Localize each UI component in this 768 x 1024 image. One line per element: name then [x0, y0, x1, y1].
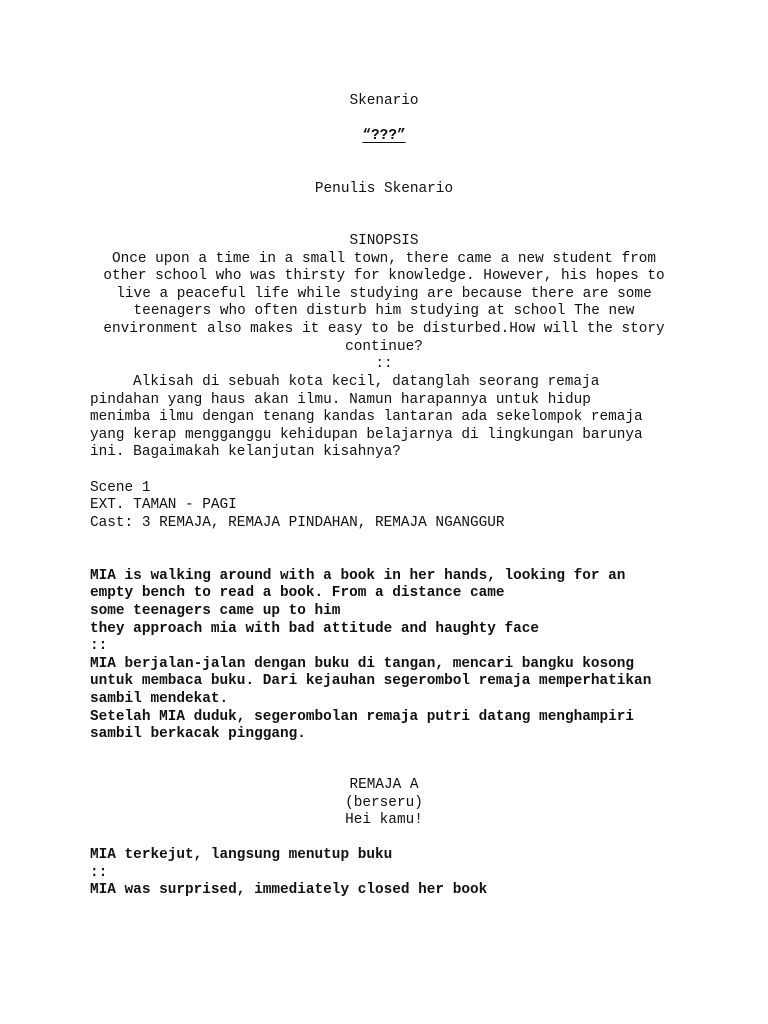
- synopsis-en-line: teenagers who often disturb him studying at school The new: [133, 303, 635, 319]
- synopsis-en-line: continue?: [345, 339, 423, 355]
- synopsis-id-line: yang kerap mengganggu kehidupan belajarnya di lingkungan barunya: [90, 427, 643, 443]
- synopsis-id-line: menimba ilmu dengan tenang kandas lantaran ada sekelompok remaja: [90, 409, 643, 425]
- synopsis-en-line: other school who was thirsty for knowledge. However, his hopes to: [103, 268, 665, 284]
- synopsis-id-line: ini. Bagaimakah kelanjutan kisahnya?: [90, 444, 401, 460]
- synopsis-separator: ::: [375, 356, 393, 372]
- parenthetical: (berseru): [345, 795, 423, 811]
- action-separator: ::: [90, 865, 108, 881]
- action-line: they approach mia with bad attitude and haughty face: [90, 621, 540, 637]
- action-line: MIA was surprised, immediately closed her book: [90, 882, 488, 898]
- doc-type: Skenario: [349, 93, 419, 109]
- action-line: sambil berkacak pinggang.: [90, 726, 306, 742]
- action-line: untuk membaca buku. Dari kejauhan segerombol remaja memperhatikan: [90, 673, 652, 689]
- action-line: Setelah MIA duduk, segerombolan remaja putri datang menghampiri: [90, 709, 635, 725]
- synopsis-id-line: pindahan yang haus akan ilmu. Namun harapannya untuk hidup: [90, 392, 591, 408]
- action-line: empty bench to read a book. From a distance came: [90, 585, 505, 601]
- action-separator: ::: [90, 638, 108, 654]
- synopsis-en-line: environment also makes it easy to be disturbed.How will the story: [103, 321, 665, 337]
- action-line: some teenagers came up to him: [90, 603, 341, 619]
- scene-number: Scene 1: [90, 480, 151, 496]
- action-line: MIA terkejut, langsung menutup buku: [90, 847, 393, 863]
- synopsis-en-line: Once upon a time in a small town, there came a new student from: [111, 251, 657, 267]
- scene-location: EXT. TAMAN - PAGI: [90, 497, 237, 513]
- writer-credit: Penulis Skenario: [314, 181, 454, 197]
- synopsis-en-line: live a peaceful life while studying are because there are some: [116, 286, 652, 302]
- scene-cast: Cast: 3 REMAJA, REMAJA PINDAHAN, REMAJA NGANGGUR: [90, 515, 505, 531]
- page-title: [0, 128, 768, 146]
- action-line: MIA is walking around with a book in her hands, looking for an: [90, 568, 626, 584]
- synopsis-heading: SINOPSIS: [349, 233, 419, 249]
- synopsis-id-line: Alkisah di sebuah kota kecil, datanglah seorang remaja: [133, 374, 600, 390]
- dialogue-line: Hei kamu!: [345, 812, 423, 828]
- action-line: sambil mendekat.: [90, 691, 229, 707]
- action-line: MIA berjalan-jalan dengan buku di tangan, mencari bangku kosong: [90, 656, 635, 672]
- title-text: “???”: [362, 128, 406, 144]
- character-name: REMAJA A: [349, 777, 419, 793]
